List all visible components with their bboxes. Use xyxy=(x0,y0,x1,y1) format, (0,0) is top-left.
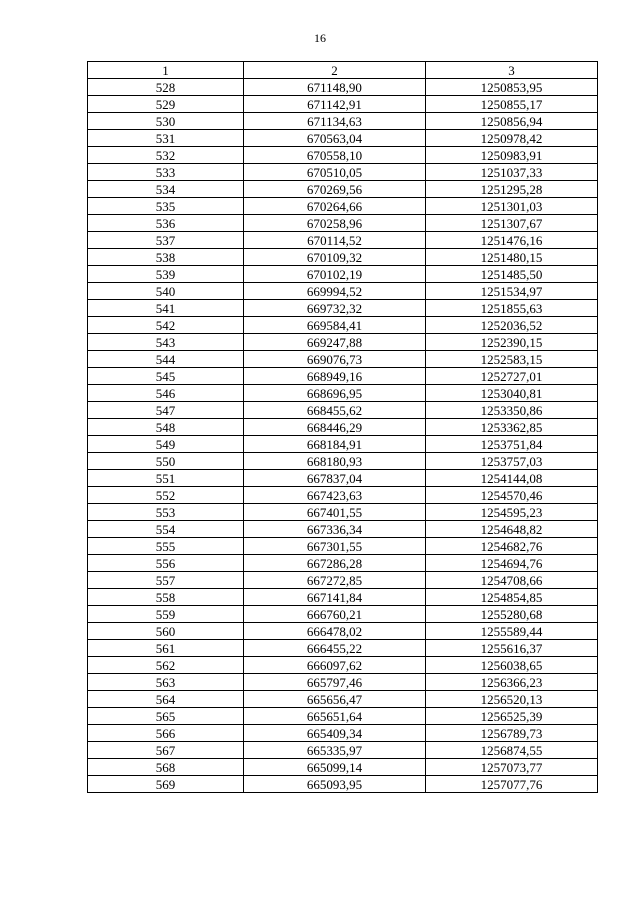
cell-point-number: 541 xyxy=(88,300,244,317)
cell-x-coordinate: 669584,41 xyxy=(244,317,426,334)
cell-x-coordinate: 668446,29 xyxy=(244,419,426,436)
cell-y-coordinate: 1251476,16 xyxy=(426,232,598,249)
cell-y-coordinate: 1255589,44 xyxy=(426,623,598,640)
table-row xyxy=(88,623,598,640)
cell-x-coordinate: 668455,62 xyxy=(244,402,426,419)
cell-y-coordinate: 1256038,65 xyxy=(426,657,598,674)
cell-y-coordinate: 1251307,67 xyxy=(426,215,598,232)
cell-y-coordinate: 1251037,33 xyxy=(426,164,598,181)
table-row xyxy=(88,181,598,198)
column-header-point-number: 1 xyxy=(88,62,244,79)
cell-y-coordinate: 1251301,03 xyxy=(426,198,598,215)
cell-y-coordinate: 1254708,66 xyxy=(426,572,598,589)
cell-x-coordinate: 668180,93 xyxy=(244,453,426,470)
table-row xyxy=(88,300,598,317)
cell-y-coordinate: 1252727,01 xyxy=(426,368,598,385)
cell-x-coordinate: 667272,85 xyxy=(244,572,426,589)
table-row xyxy=(88,725,598,742)
cell-y-coordinate: 1254682,76 xyxy=(426,538,598,555)
cell-x-coordinate: 670109,32 xyxy=(244,249,426,266)
table-row xyxy=(88,674,598,691)
cell-y-coordinate: 1253040,81 xyxy=(426,385,598,402)
table-row xyxy=(88,487,598,504)
cell-y-coordinate: 1250983,91 xyxy=(426,147,598,164)
cell-y-coordinate: 1251480,15 xyxy=(426,249,598,266)
cell-point-number: 536 xyxy=(88,215,244,232)
cell-y-coordinate: 1256789,73 xyxy=(426,725,598,742)
table-row xyxy=(88,351,598,368)
cell-y-coordinate: 1256366,23 xyxy=(426,674,598,691)
table-row xyxy=(88,215,598,232)
cell-x-coordinate: 669994,52 xyxy=(244,283,426,300)
cell-x-coordinate: 667401,55 xyxy=(244,504,426,521)
cell-y-coordinate: 1251855,63 xyxy=(426,300,598,317)
cell-y-coordinate: 1254694,76 xyxy=(426,555,598,572)
cell-y-coordinate: 1250855,17 xyxy=(426,96,598,113)
cell-y-coordinate: 1255280,68 xyxy=(426,606,598,623)
table-row xyxy=(88,317,598,334)
cell-y-coordinate: 1254854,85 xyxy=(426,589,598,606)
cell-x-coordinate: 667336,34 xyxy=(244,521,426,538)
cell-point-number: 562 xyxy=(88,657,244,674)
cell-point-number: 530 xyxy=(88,113,244,130)
cell-y-coordinate: 1253362,85 xyxy=(426,419,598,436)
table-row xyxy=(88,249,598,266)
table-row xyxy=(88,402,598,419)
cell-x-coordinate: 670269,56 xyxy=(244,181,426,198)
cell-x-coordinate: 670114,52 xyxy=(244,232,426,249)
cell-point-number: 556 xyxy=(88,555,244,572)
column-header-x-coordinate: 2 xyxy=(244,62,426,79)
table-row xyxy=(88,198,598,215)
cell-point-number: 559 xyxy=(88,606,244,623)
cell-point-number: 534 xyxy=(88,181,244,198)
table-body xyxy=(88,79,598,793)
cell-y-coordinate: 1254570,46 xyxy=(426,487,598,504)
cell-point-number: 569 xyxy=(88,776,244,793)
cell-x-coordinate: 670102,19 xyxy=(244,266,426,283)
cell-point-number: 566 xyxy=(88,725,244,742)
table-row xyxy=(88,759,598,776)
cell-point-number: 533 xyxy=(88,164,244,181)
table-row xyxy=(88,742,598,759)
cell-x-coordinate: 667423,63 xyxy=(244,487,426,504)
cell-y-coordinate: 1253757,03 xyxy=(426,453,598,470)
cell-x-coordinate: 666478,02 xyxy=(244,623,426,640)
cell-point-number: 548 xyxy=(88,419,244,436)
table-row xyxy=(88,96,598,113)
table-row xyxy=(88,589,598,606)
cell-y-coordinate: 1256520,13 xyxy=(426,691,598,708)
table-row xyxy=(88,147,598,164)
cell-x-coordinate: 667837,04 xyxy=(244,470,426,487)
cell-point-number: 531 xyxy=(88,130,244,147)
cell-x-coordinate: 665651,64 xyxy=(244,708,426,725)
cell-point-number: 564 xyxy=(88,691,244,708)
cell-point-number: 542 xyxy=(88,317,244,334)
cell-point-number: 528 xyxy=(88,79,244,96)
cell-x-coordinate: 665409,34 xyxy=(244,725,426,742)
cell-point-number: 553 xyxy=(88,504,244,521)
cell-y-coordinate: 1256874,55 xyxy=(426,742,598,759)
cell-point-number: 546 xyxy=(88,385,244,402)
cell-point-number: 561 xyxy=(88,640,244,657)
cell-x-coordinate: 666097,62 xyxy=(244,657,426,674)
column-header-y-coordinate: 3 xyxy=(426,62,598,79)
cell-y-coordinate: 1254144,08 xyxy=(426,470,598,487)
cell-y-coordinate: 1252583,15 xyxy=(426,351,598,368)
table-row xyxy=(88,164,598,181)
cell-point-number: 544 xyxy=(88,351,244,368)
cell-x-coordinate: 668949,16 xyxy=(244,368,426,385)
table-row xyxy=(88,283,598,300)
table-row xyxy=(88,538,598,555)
table-row xyxy=(88,436,598,453)
cell-point-number: 567 xyxy=(88,742,244,759)
cell-point-number: 532 xyxy=(88,147,244,164)
cell-y-coordinate: 1250978,42 xyxy=(426,130,598,147)
table-row xyxy=(88,572,598,589)
cell-y-coordinate: 1254648,82 xyxy=(426,521,598,538)
cell-y-coordinate: 1252390,15 xyxy=(426,334,598,351)
cell-y-coordinate: 1253751,84 xyxy=(426,436,598,453)
cell-point-number: 552 xyxy=(88,487,244,504)
cell-x-coordinate: 665335,97 xyxy=(244,742,426,759)
cell-x-coordinate: 671148,90 xyxy=(244,79,426,96)
cell-x-coordinate: 670258,96 xyxy=(244,215,426,232)
cell-x-coordinate: 665797,46 xyxy=(244,674,426,691)
cell-point-number: 549 xyxy=(88,436,244,453)
cell-x-coordinate: 667301,55 xyxy=(244,538,426,555)
cell-y-coordinate: 1256525,39 xyxy=(426,708,598,725)
cell-x-coordinate: 670510,05 xyxy=(244,164,426,181)
cell-y-coordinate: 1251295,28 xyxy=(426,181,598,198)
cell-point-number: 547 xyxy=(88,402,244,419)
cell-x-coordinate: 666760,21 xyxy=(244,606,426,623)
table-row xyxy=(88,708,598,725)
cell-x-coordinate: 670264,66 xyxy=(244,198,426,215)
cell-x-coordinate: 665656,47 xyxy=(244,691,426,708)
coordinates-table xyxy=(87,61,598,793)
cell-y-coordinate: 1257077,76 xyxy=(426,776,598,793)
table-row xyxy=(88,470,598,487)
cell-x-coordinate: 669076,73 xyxy=(244,351,426,368)
table-row xyxy=(88,657,598,674)
table-row xyxy=(88,79,598,96)
cell-point-number: 539 xyxy=(88,266,244,283)
cell-point-number: 568 xyxy=(88,759,244,776)
cell-x-coordinate: 668184,91 xyxy=(244,436,426,453)
table-row xyxy=(88,266,598,283)
cell-y-coordinate: 1250856,94 xyxy=(426,113,598,130)
cell-x-coordinate: 669732,32 xyxy=(244,300,426,317)
cell-point-number: 535 xyxy=(88,198,244,215)
cell-point-number: 560 xyxy=(88,623,244,640)
table-header-row xyxy=(88,62,598,79)
cell-point-number: 550 xyxy=(88,453,244,470)
cell-point-number: 529 xyxy=(88,96,244,113)
cell-y-coordinate: 1251534,97 xyxy=(426,283,598,300)
cell-point-number: 538 xyxy=(88,249,244,266)
table-row xyxy=(88,130,598,147)
cell-point-number: 540 xyxy=(88,283,244,300)
table-row xyxy=(88,555,598,572)
table-row xyxy=(88,776,598,793)
page-number: 16 xyxy=(314,31,326,45)
cell-x-coordinate: 665099,14 xyxy=(244,759,426,776)
table-row xyxy=(88,691,598,708)
cell-x-coordinate: 668696,95 xyxy=(244,385,426,402)
cell-x-coordinate: 669247,88 xyxy=(244,334,426,351)
cell-y-coordinate: 1252036,52 xyxy=(426,317,598,334)
cell-x-coordinate: 666455,22 xyxy=(244,640,426,657)
cell-x-coordinate: 671142,91 xyxy=(244,96,426,113)
table-row xyxy=(88,504,598,521)
cell-point-number: 555 xyxy=(88,538,244,555)
cell-point-number: 563 xyxy=(88,674,244,691)
cell-point-number: 565 xyxy=(88,708,244,725)
cell-point-number: 537 xyxy=(88,232,244,249)
cell-x-coordinate: 667141,84 xyxy=(244,589,426,606)
table-row xyxy=(88,640,598,657)
table-row xyxy=(88,113,598,130)
cell-x-coordinate: 670563,04 xyxy=(244,130,426,147)
cell-x-coordinate: 671134,63 xyxy=(244,113,426,130)
table-row xyxy=(88,419,598,436)
cell-point-number: 551 xyxy=(88,470,244,487)
table-row xyxy=(88,521,598,538)
table-header xyxy=(88,62,598,79)
cell-point-number: 543 xyxy=(88,334,244,351)
cell-y-coordinate: 1250853,95 xyxy=(426,79,598,96)
cell-x-coordinate: 667286,28 xyxy=(244,555,426,572)
table-row xyxy=(88,385,598,402)
table-row xyxy=(88,453,598,470)
cell-point-number: 557 xyxy=(88,572,244,589)
cell-x-coordinate: 665093,95 xyxy=(244,776,426,793)
cell-point-number: 545 xyxy=(88,368,244,385)
cell-y-coordinate: 1251485,50 xyxy=(426,266,598,283)
cell-y-coordinate: 1253350,86 xyxy=(426,402,598,419)
cell-y-coordinate: 1254595,23 xyxy=(426,504,598,521)
cell-x-coordinate: 670558,10 xyxy=(244,147,426,164)
table-row xyxy=(88,606,598,623)
cell-y-coordinate: 1257073,77 xyxy=(426,759,598,776)
table-row xyxy=(88,368,598,385)
table-row xyxy=(88,334,598,351)
cell-point-number: 554 xyxy=(88,521,244,538)
table-row xyxy=(88,232,598,249)
cell-point-number: 558 xyxy=(88,589,244,606)
cell-y-coordinate: 1255616,37 xyxy=(426,640,598,657)
